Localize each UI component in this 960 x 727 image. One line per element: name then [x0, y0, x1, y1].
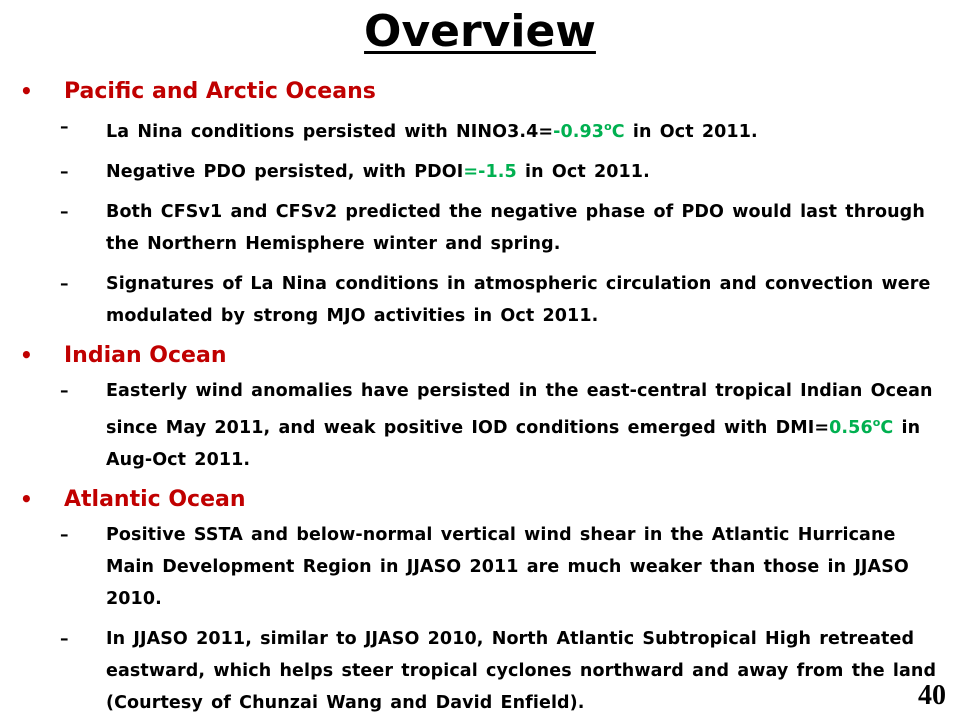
highlight-value: $^o$C	[604, 120, 625, 142]
text-run: in Aug-Oct 2011.	[106, 417, 921, 470]
highlight-value: 0.56	[829, 417, 873, 438]
list-item	[14, 623, 954, 719]
list-item-text	[106, 268, 946, 332]
dash-icon: –	[60, 117, 69, 137]
dash-icon: –	[60, 380, 69, 401]
text-run: Easterly wind anomalies have persisted in the east-central tropical Indian Ocean since May 2011, and weak positive IOD conditions emerged with DMI=	[106, 380, 933, 438]
sub-bullet-list	[14, 519, 954, 719]
list-item-text	[106, 623, 946, 719]
highlight-value: -0.93	[553, 121, 605, 142]
text-run: in Oct 2011.	[624, 121, 758, 142]
section-heading	[14, 340, 954, 371]
list-item-text	[106, 519, 946, 615]
section-heading-text: Atlantic Ocean	[64, 486, 246, 512]
page-number: 40	[918, 680, 946, 711]
dash-icon: –	[60, 524, 69, 545]
slide-content	[14, 76, 954, 727]
text-run: in Oct 2011.	[516, 161, 650, 182]
sub-bullet-list	[14, 375, 954, 476]
highlight-value: $^o$C	[872, 415, 894, 438]
list-item	[14, 111, 954, 148]
list-item	[14, 156, 954, 188]
dash-icon: –	[60, 201, 69, 222]
section	[14, 76, 954, 332]
text-run: In JJASO 2011, similar to JJASO 2010, North Atlantic Subtropical High retreated eastward, which helps steer tropical cyclones northward and away from the land (Courtesy of Chunzai Wang and David Enfield).	[106, 628, 937, 713]
section-heading	[14, 484, 954, 515]
dash-icon: –	[60, 161, 69, 182]
dash-icon: –	[60, 628, 69, 649]
dash-icon: –	[60, 273, 69, 294]
bullet-icon: •	[20, 486, 33, 511]
list-item	[14, 375, 954, 476]
text-run: Positive SSTA and below-normal vertical wind shear in the Atlantic Hurricane Main Development Region in JJASO 2011 are much weaker than those in JJASO 2010.	[106, 524, 909, 609]
list-item-text	[106, 196, 946, 260]
section	[14, 484, 954, 719]
text-run: Negative PDO persisted, with PDOI	[106, 161, 464, 182]
text-run: Both CFSv1 and CFSv2 predicted the negative phase of PDO would last through the Northern Hemisphere winter and spring.	[106, 201, 925, 254]
text-run: Signatures of La Nina conditions in atmospheric circulation and convection were modulated by strong MJO activities in Oct 2011.	[106, 273, 931, 326]
section-heading-text: Pacific and Arctic Oceans	[64, 79, 376, 104]
section	[14, 340, 954, 476]
section-heading	[14, 76, 954, 107]
list-item-text	[106, 375, 946, 476]
list-item-text	[106, 156, 946, 188]
section-heading-text: Indian Ocean	[64, 342, 227, 368]
list-item	[14, 268, 954, 332]
sub-bullet-list	[14, 111, 954, 332]
bullet-icon: •	[20, 79, 33, 103]
list-item	[14, 196, 954, 260]
list-item	[14, 519, 954, 615]
bullet-icon: •	[20, 342, 33, 367]
highlight-value: =-1.5	[463, 161, 517, 182]
text-run: La Nina conditions persisted with NINO3.4=	[106, 121, 554, 142]
page-title: Overview	[364, 6, 596, 57]
list-item-text	[106, 111, 946, 148]
